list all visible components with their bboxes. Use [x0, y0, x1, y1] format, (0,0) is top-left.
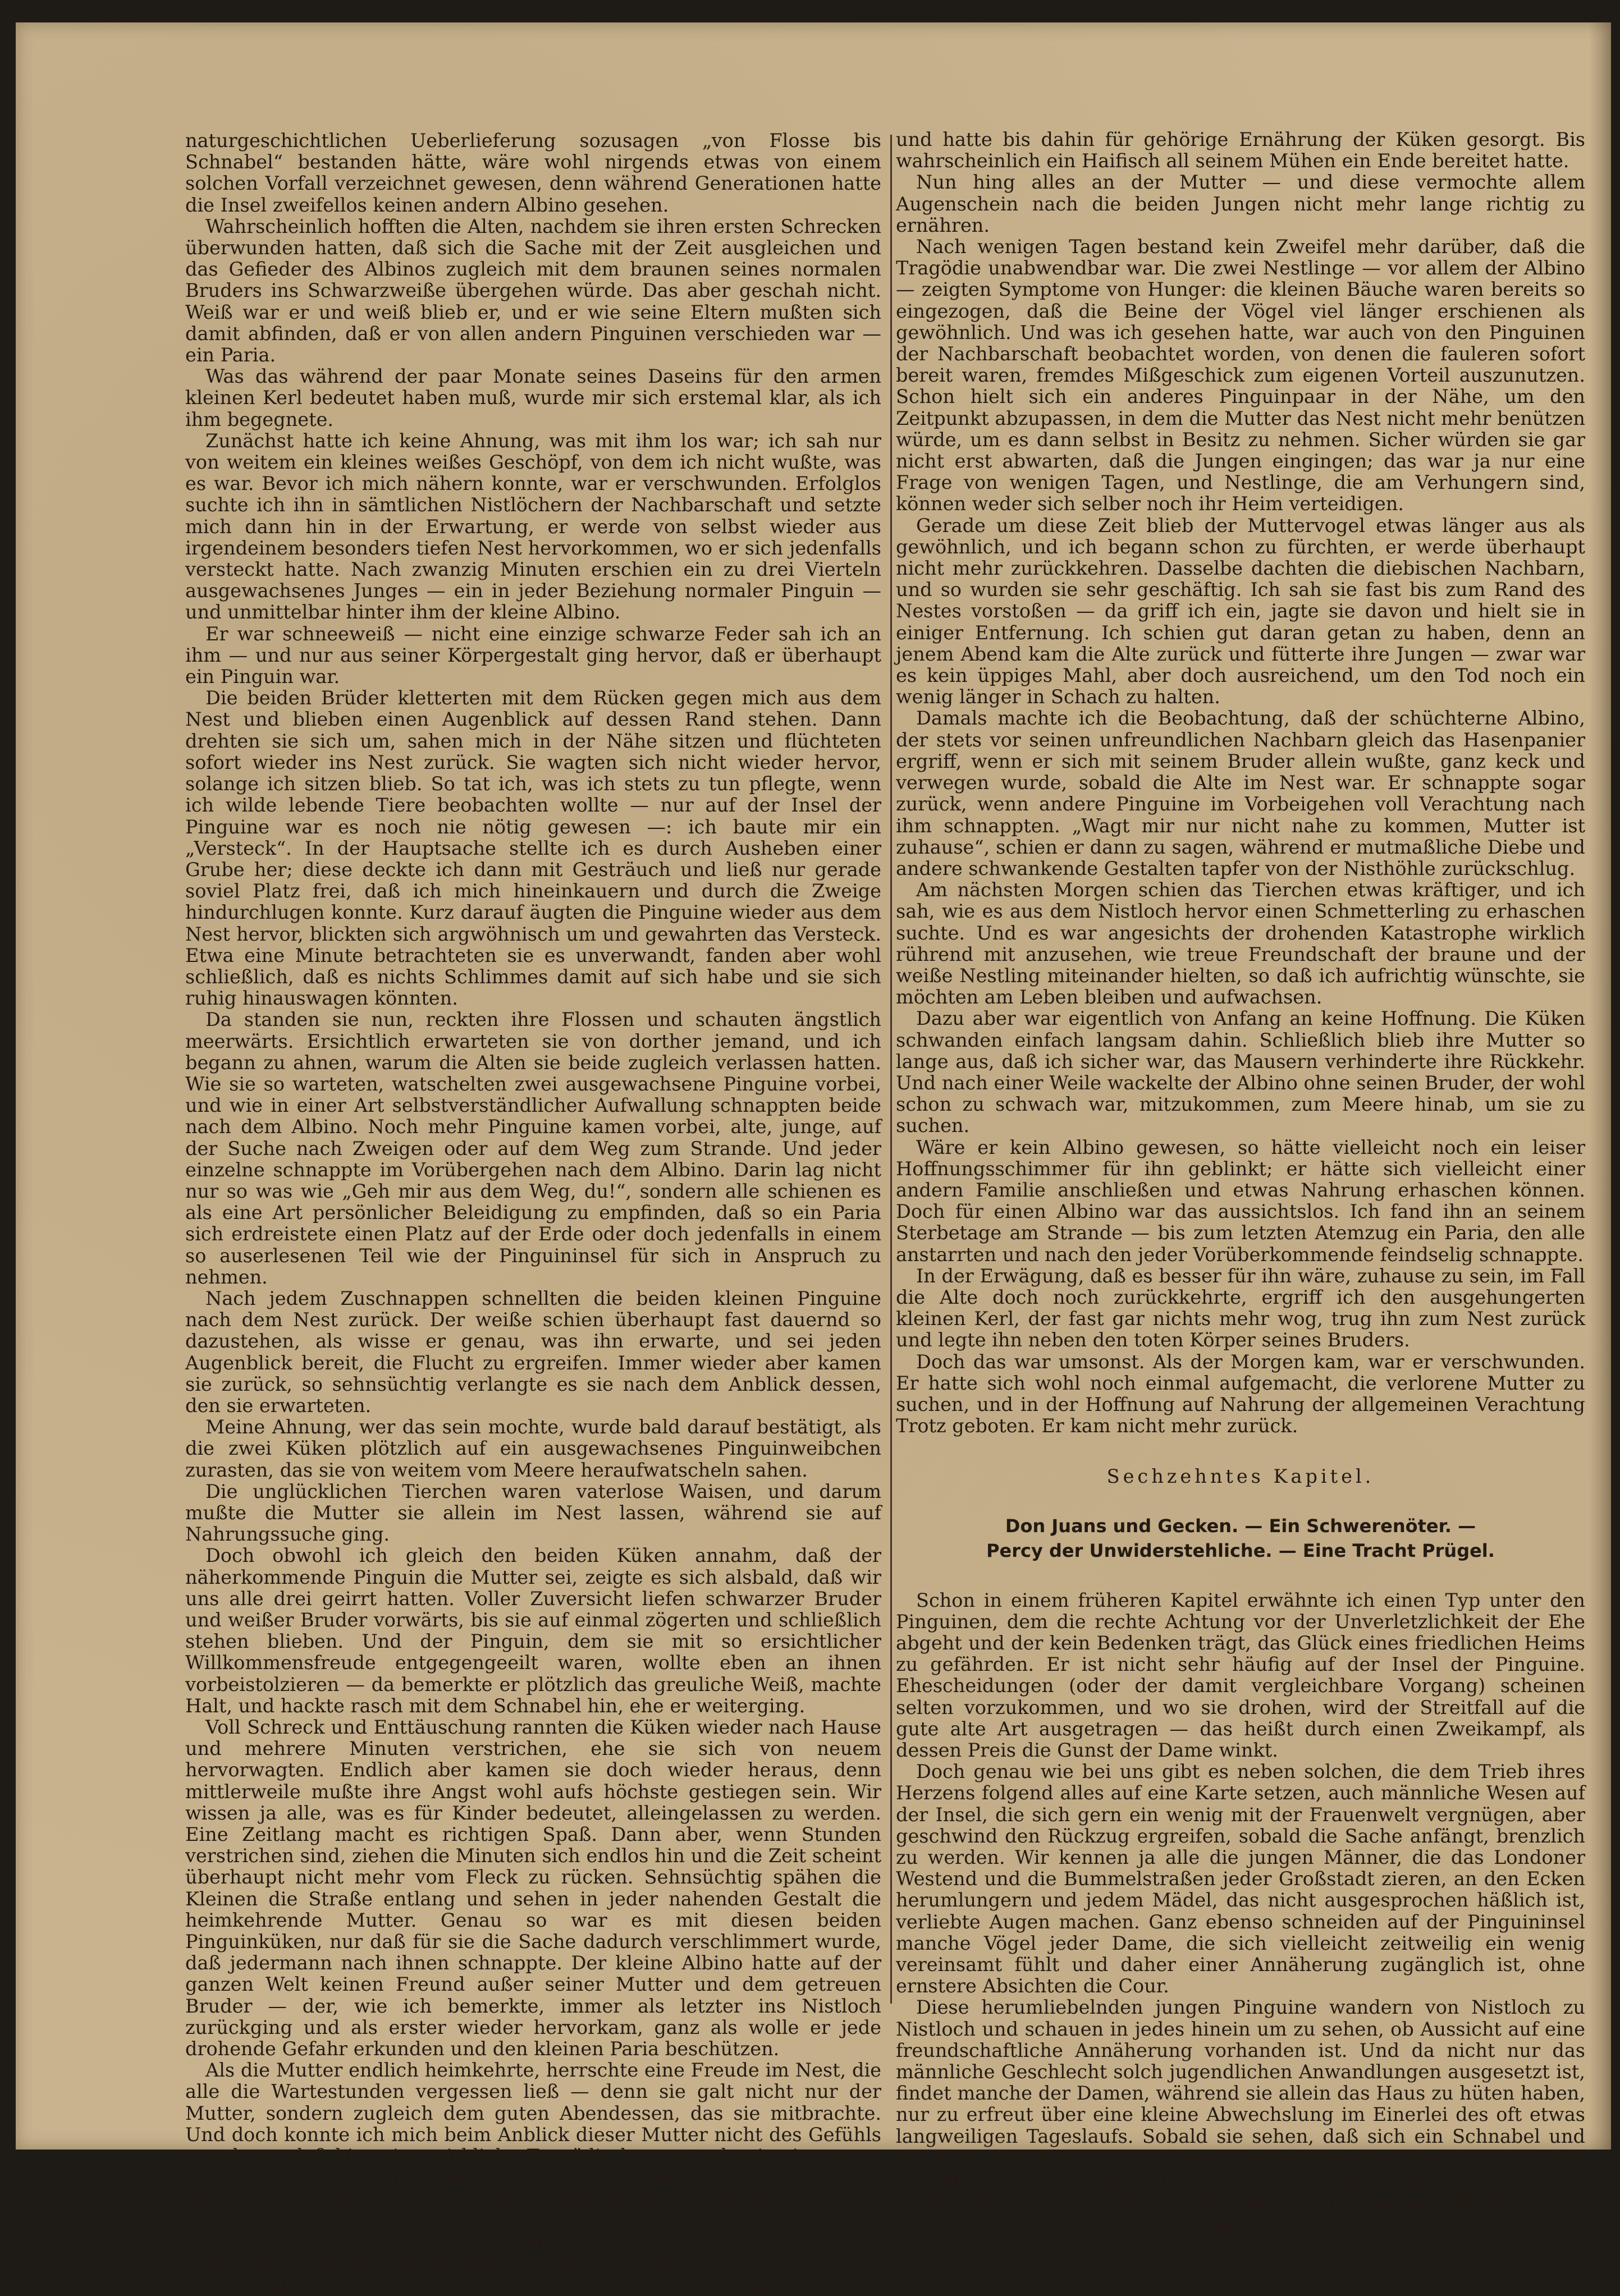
paragraph: Doch genau wie bei uns gibt es neben solchen, die dem Trieb ihres Herzens folgend alles auf eine Karte setzen, auch männliche Wesen auf der Insel, die sich gern ein wenig mit der Frauenwelt vergnügen, aber geschwind den Rückzug ergreifen, sobald die Sache anfängt, brenzlich zu werden. Wir kennen ja alle die jungen Männer, die das Londoner Westend und die Bummelstraßen jeder Großstadt zieren, an den Ecken herumlungern und jedem Mädel, das nicht ausgesprochen häßlich ist, verliebte Augen machen. Ganz ebenso schneiden auf der Pinguininsel manche Vögel jeder Dame, die sich vielleicht zeitweilig ein wenig vereinsamt fühlt und daher einer Annäherung zugänglich ist, ohne ernstere Absichten die Cour.: [896, 1761, 1585, 1997]
paragraph: In der Erwägung, daß es besser für ihn wäre, zuhause zu sein, im Fall die Alte doch noch zurückkehrte, ergriff ich den ausgehungerten kleinen Kerl, der fast gar nichts mehr wog, trug ihn zum Nest zurück und legte ihn neben den toten Körper seines Bruders.: [896, 1264, 1585, 1351]
paragraph: Damals machte ich die Beobachtung, daß der schüchterne Albino, der stets vor seinen unfreundlichen Nachbarn gleich das Hasenpanier ergriff, wenn er sich mit seinem Bruder allein wußte, ganz keck und verwegen wurde, sobald die Alte im Nest war. Er schnappte sogar zurück, wenn andere Pinguine im Vorbeigehen voll Verachtung nach ihm schnappten. „Wagt mir nur nicht nahe zu kommen, Mutter ist zuhause“, schien er dann zu sagen, während er mutmaßliche Diebe und andere schwankende Gestalten tapfer von der Nisthöhle zurückschlug.: [896, 707, 1585, 879]
left-column: [185, 130, 881, 2296]
paragraph: Meine Ahnung, wer das sein mochte, wurde bald darauf bestätigt, als die zwei Küken plötzlich auf ein ausgewachsenes Pinguinweibchen zurasten, das sie von weitem vom Meere heraufwatscheln sahen.: [185, 1416, 881, 1481]
paragraph: Doch obwohl ich gleich den beiden Küken annahm, daß der näherkommende Pinguin die Mutter sei, zeigte es sich alsbald, daß wir uns alle drei geirrt hatten. Voller Zuversicht liefen schwarzer Bruder und weißer Bruder vorwärts, bis sie auf einmal zögerten und schließlich stehen blieben. Und der Pinguin, dem sie mit so ersichtlicher Willkommensfreude entgegengeeilt waren, wollte eben an ihnen vorbeistolzieren — da bemerkte er plötzlich das greuliche Weiß, machte Halt, und hackte rasch mit dem Schnabel hin, ehe er weiterging.: [185, 1545, 881, 1717]
chapter-heading: Sechzehntes Kapitel.: [1106, 1465, 1375, 1488]
paragraph: Wäre er kein Albino gewesen, so hätte vielleicht noch ein leiser Hoffnungsschimmer für ihn geblinkt; er hätte sich vielleicht einer andern Familie anschließen und etwas Nahrung erhaschen können. Doch für einen Albino war das aussichtslos. Ich fand ihn an seinem Sterbetage am Strande — bis zum letzten Atemzug ein Paria, den alle anstarrten und nach den jeder Vorüberkommende feindselig schnappte.: [896, 1136, 1585, 1266]
page-edge-shadow: [1589, 22, 1611, 2150]
right-column: [896, 129, 1585, 2239]
paragraph: Er war schneeweiß — nicht eine einzige schwarze Feder sah ich an ihm — und nur aus seiner Körpergestalt ging hervor, daß er überhaupt ein Pinguin war.: [185, 622, 881, 688]
paragraph: naturgeschichtlichen Ueberlieferung sozusagen „von Flosse bis Schnabel“ bestanden hätte, wäre wohl nirgends etwas von einem solchen Vorfall verzeichnet gewesen, denn während Generationen hatte die Insel zweifellos keinen andern Albino gesehen.: [185, 130, 881, 216]
newspaper-page: [16, 22, 1611, 2296]
paragraph: Zunächst hatte ich keine Ahnung, was mit ihm los war; ich sah nur von weitem ein kleines weißes Geschöpf, von dem ich nicht wußte, was es war. Bevor ich mich nähern konnte, war er verschwunden. Erfolglos suchte ich ihn in sämtlichen Nistlöchern der Nachbarschaft und setzte mich dann hin in der Erwartung, er werde von selbst wieder aus irgendeinem besonders tiefen Nest hervorkommen, wo er sich jedenfalls versteckt hatte. Nach zwanzig Minuten erschien ein zu drei Vierteln ausgewachsenes Junges — ein in jeder Beziehung normaler Pinguin — und unmittelbar hinter ihm der kleine Albino.: [185, 429, 881, 624]
paragraph: Dazu aber war eigentlich von Anfang an keine Hoffnung. Die Küken schwanden einfach langsam dahin. Schließlich blieb ihre Mutter so lange aus, daß ich sicher war, das Mausern verhinderte ihre Rückkehr. Und nach einer Weile wackelte der Albino ohne seinen Bruder, der wohl schon zu schwach war, mitzukommen, zum Meere hinab, um sie zu suchen.: [896, 1007, 1585, 1137]
to-be-continued-note: (Schluß folgt.): [1172, 2216, 1309, 2239]
column-divider: [890, 135, 892, 2004]
paragraph: Die beiden Brüder kletterten mit dem Rücken gegen mich aus dem Nest und blieben einen Augenblick auf dessen Rand stehen. Dann drehten sie sich um, sahen mich in der Nähe sitzen und flüchteten sofort wieder ins Nest zurück. Sie wagten sich nicht wieder hervor, solange ich sitzen blieb. So tat ich, was ich stets zu tun pflegte, wenn ich wilde lebende Tiere beobachten wollte — nur auf der Insel der Pinguine war es noch nie nötig gewesen —: ich baute mir ein „Versteck“. In der Hauptsache stellte ich es durch Ausheben einer Grube her; diese deckte ich dann mit Gesträuch und ließ nur gerade soviel Platz frei, daß ich mich hineinkauern und durch die Zweige hindurchlugen konnte. Kurz darauf äugten die Pinguine wieder aus dem Nest hervor, blickten sich argwöhnisch um und gewahrten das Versteck. Etwa eine Minute betrachteten sie es unverwandt, fanden aber wohl schließlich, daß es nichts Schlimmes damit auf sich habe und sie sich ruhig hinauswagen könnten.: [185, 687, 881, 1010]
paragraph: Jedenfalls war der Vater erst ein oder zwei Tage vorher eingegangen: [205, 2274, 863, 2296]
paragraph: Voll Schreck und Enttäuschung rannten die Küken wieder nach Hause und mehrere Minuten verstrichen, ehe sie sich von neuem hervorwagten. Endlich aber kamen sie doch wieder heraus, denn mittlerweile mußte ihre Angst wohl aufs höchste gestiegen sein. Wir wissen ja alle, was es für Kinder bedeutet, alleingelassen zu werden. Eine Zeitlang macht es richtigen Spaß. Dann aber, wenn Stunden verstrichen sind, ziehen die Minuten sich endlos hin und die Zeit scheint überhaupt nicht mehr vom Fleck zu rücken. Sehnsüchtig spähen die Kleinen die Straße entlang und sehen in jeder nahenden Gestalt die heimkehrende Mutter. Genau so war es mit diesen beiden Pinguinküken, nur daß für sie die Sache dadurch verschlimmert wurde, daß jedermann nach ihnen schnappte. Der kleine Albino hatte auf der ganzen Welt keinen Freund außer seiner Mutter und dem getreuen Bruder — der, wie ich bemerkte, immer als letzter ins Nistloch zurückging und als erster wieder hervorkam, ganz als wolle er jede drohende Gefahr erkunden und den kleinen Paria beschützen.: [185, 1716, 881, 2060]
paragraph: Schon in einem früheren Kapitel erwähnte ich einen Typ unter den Pinguinen, dem die rechte Achtung vor der Unverletzlichkeit der Ehe abgeht und der kein Bedenken trägt, das Glück eines friedlichen Heims zu gefährden. Er ist nicht sehr häufig auf der Insel der Pinguine. Ehescheidungen (oder der damit vergleichbare Vorgang) scheinen selten vorzukommen, und wo sie drohen, wird der Streitfall auf die gute alte Art ausgetragen — das heißt durch einen Zweikampf, als dessen Preis die Gunst der Dame winkt.: [896, 1589, 1585, 1762]
paragraph: Nach wenigen Tagen bestand kein Zweifel mehr darüber, daß die Tragödie unabwendbar war. Die zwei Nestlinge — vor allem der Albino — zeigten Symptome von Hunger: die kleinen Bäuche waren bereits so eingezogen, daß die Beine der Vögel viel länger erschienen als gewöhnlich. Und was ich gesehen hatte, war auch von den Pinguinen der Nachbarschaft beobachtet worden, von denen die fauleren sofort bereit waren, fremdes Mißgeschick zum eigenen Vorteil auszunutzen. Schon hielt sich ein anderes Pinguinpaar in der Nähe, um den Zeitpunkt abzupassen, in dem die Mutter das Nest nicht mehr benützen würde, um es dann selbst in Besitz zu nehmen. Sicher würden sie gar nicht erst abwarten, daß die Jungen eingingen; das war ja nur eine Frage von wenigen Tagen, und Nestlinge, die am Verhungern sind, können weder sich selber noch ihr Heim verteidigen.: [896, 236, 1585, 515]
paragraph: Gerade um diese Zeit blieb der Muttervogel etwas länger aus als gewöhnlich, und ich begann schon zu fürchten, er werde überhaupt nicht mehr zurückkehren. Dasselbe dachten die diebischen Nachbarn, und so wurden sie sehr geschäftig. Ich sah sie fast bis zum Rand des Nestes vorstoßen — da griff ich ein, jagte sie davon und hielt sie in einiger Entfernung. Ich schien gut daran getan zu haben, denn an jenem Abend kam die Alte zurück und fütterte ihre Jungen — zwar war es kein üppiges Mahl, aber doch ausreichend, um den Tod noch ein wenig länger in Schach zu halten.: [896, 514, 1585, 708]
paragraph: Am nächsten Morgen schien das Tierchen etwas kräftiger, und ich sah, wie es aus dem Nistloch hervor einen Schmetterling zu erhaschen suchte. Und es war angesichts der drohenden Katastrophe wirklich rührend mit anzusehen, wie treue Freundschaft der braune und der weiße Nestling miteinander hielten, so daß ich aufrichtig wünschte, sie möchten am Leben bleiben und aufwachsen.: [896, 879, 1585, 1009]
paragraph: Nun hing alles an der Mutter — und diese vermochte allem Augenschein nach die beiden Jungen nicht mehr lange richtig zu ernähren.: [896, 171, 1585, 236]
chapter-subtitle: [896, 1514, 1585, 1563]
paragraph: Als die Mutter endlich heimkehrte, herrschte eine Freude im Nest, die alle die Wartestunden vergessen ließ — denn sie galt nicht nur der Mutter, sondern zugleich dem guten Abendessen, das sie mitbrachte. Und doch konnte ich mich beim Anblick dieser Mutter nicht des Gefühls erwehren, daß hier eine wirkliche Tragödie bevorstand, wie sie nur zu oft die Nestlinge der Insel befällt. Trotz des trübseligen Daseins, zu dem sie sichtlich verdammt waren, waren beide Brüder wohlgenährt, und ich hatte daher angenommen, daß auch die Alte in guter Verfassung sein müsse. Doch als ich sie erblickte, sah ich, daß das nicht der Fall war. Im Gegenteil — sie stand unmittelbar vor dem Mausern.: [185, 2059, 881, 2275]
paragraph: Diese herumliebelnden jungen Pinguine wandern von Nistloch zu Nistloch und schauen in jedes hinein um zu sehen, ob Aussicht auf eine freundschaftliche Annäherung vorhanden ist. Und da nicht nur das männliche Geschlecht solch jugendlichen Anwandlungen ausgesetzt ist, findet manche der Damen, während sie allein das Haus zu hüten haben, nur zu erfreut über eine kleine Abwechslung im Einerlei des oft etwas langweiligen Tageslaufs. Sobald sie sehen, daß sich ein Schnabel und ein Kopf über den Nestrand beugt, antworten sie, indem sie den Hals recken (was stets ein Zeichen der Erregung, wenn nicht gar der Leidenschaft zu sein scheint) und dem Besucher ins Auge blicken.: [896, 1996, 1585, 2212]
chapter-subtitle-line: Percy der Unwiderstehliche. — Eine Tracht Prügel.: [986, 1539, 1495, 1561]
paragraph: Wahrscheinlich hofften die Alten, nachdem sie ihren ersten Schrecken überwunden hatten, daß sich die Sache mit der Zeit ausgleichen und das Gefieder des Albinos zugleich mit dem braunen seines normalen Bruders ins Schwarzweiße übergehen würde. Das aber geschah nicht. Weiß war er und weiß blieb er, und er wie seine Eltern mußten sich damit abfinden, daß er von allen andern Pinguinen verschieden war — ein Paria.: [185, 215, 881, 366]
paragraph: Doch das war umsonst. Als der Morgen kam, war er verschwunden. Er hatte sich wohl noch einmal aufgemacht, die verlorene Mutter zu suchen, und in der Hoffnung auf Nahrung der allgemeinen Verachtung Trotz geboten. Er kam nicht mehr zurück.: [896, 1350, 1585, 1437]
paragraph: Nach jedem Zuschnappen schnellten die beiden kleinen Pinguine nach dem Nest zurück. Der weiße schien überhaupt fast dauernd so dazustehen, als wisse er genau, was ihn erwarte, und sei jeden Augenblick bereit, die Flucht zu ergreifen. Immer wieder aber kamen sie zurück, so sehnsüchtig verlangte es sie nach dem Anblick dessen, den sie erwarteten.: [185, 1287, 881, 1417]
paragraph: und hatte bis dahin für gehörige Ernährung der Küken gesorgt. Bis wahrscheinlich ein Haifisch all seinem Mühen ein Ende bereitet hatte.: [896, 129, 1585, 172]
chapter-subtitle-line: Don Juans und Gecken. — Ein Schwerenöter. —: [1005, 1515, 1476, 1537]
paragraph: Was das während der paar Monate seines Daseins für den armen kleinen Kerl bedeutet haben muß, wurde mir sich erstemal klar, als ich ihm begegnete.: [185, 365, 881, 430]
paragraph: Da standen sie nun, reckten ihre Flossen und schauten ängstlich meerwärts. Ersichtlich erwarteten sie von dorther jemand, und ich begann zu ahnen, warum die Alten sie beide zugleich verlassen hatten. Wie sie so warteten, watschelten zwei ausgewachsene Pinguine vorbei, und wie in einer Art selbstverständlicher Aufwallung schnappten beide nach dem Albino. Noch mehr Pinguine kamen vorbei, alte, junge, auf der Suche nach Zweigen oder auf dem Weg zum Strande. Und jeder einzelne schnappte im Vorübergehen nach dem Albino. Darin lag nicht nur so was wie „Geh mir aus dem Weg, du!“, sondern alle schienen es als eine Art persönlicher Beleidigung zu empfinden, daß so ein Paria sich erdreistete einen Platz auf der Erde oder doch jedenfalls in einem so auserlesenen Teil wie der Pinguininsel für sich in Anspruch zu nehmen.: [185, 1009, 881, 1288]
paragraph: Die unglücklichen Tierchen waren vaterlose Waisen, und darum mußte die Mutter sie allein im Nest lassen, während sie auf Nahrungssuche ging.: [185, 1480, 881, 1546]
